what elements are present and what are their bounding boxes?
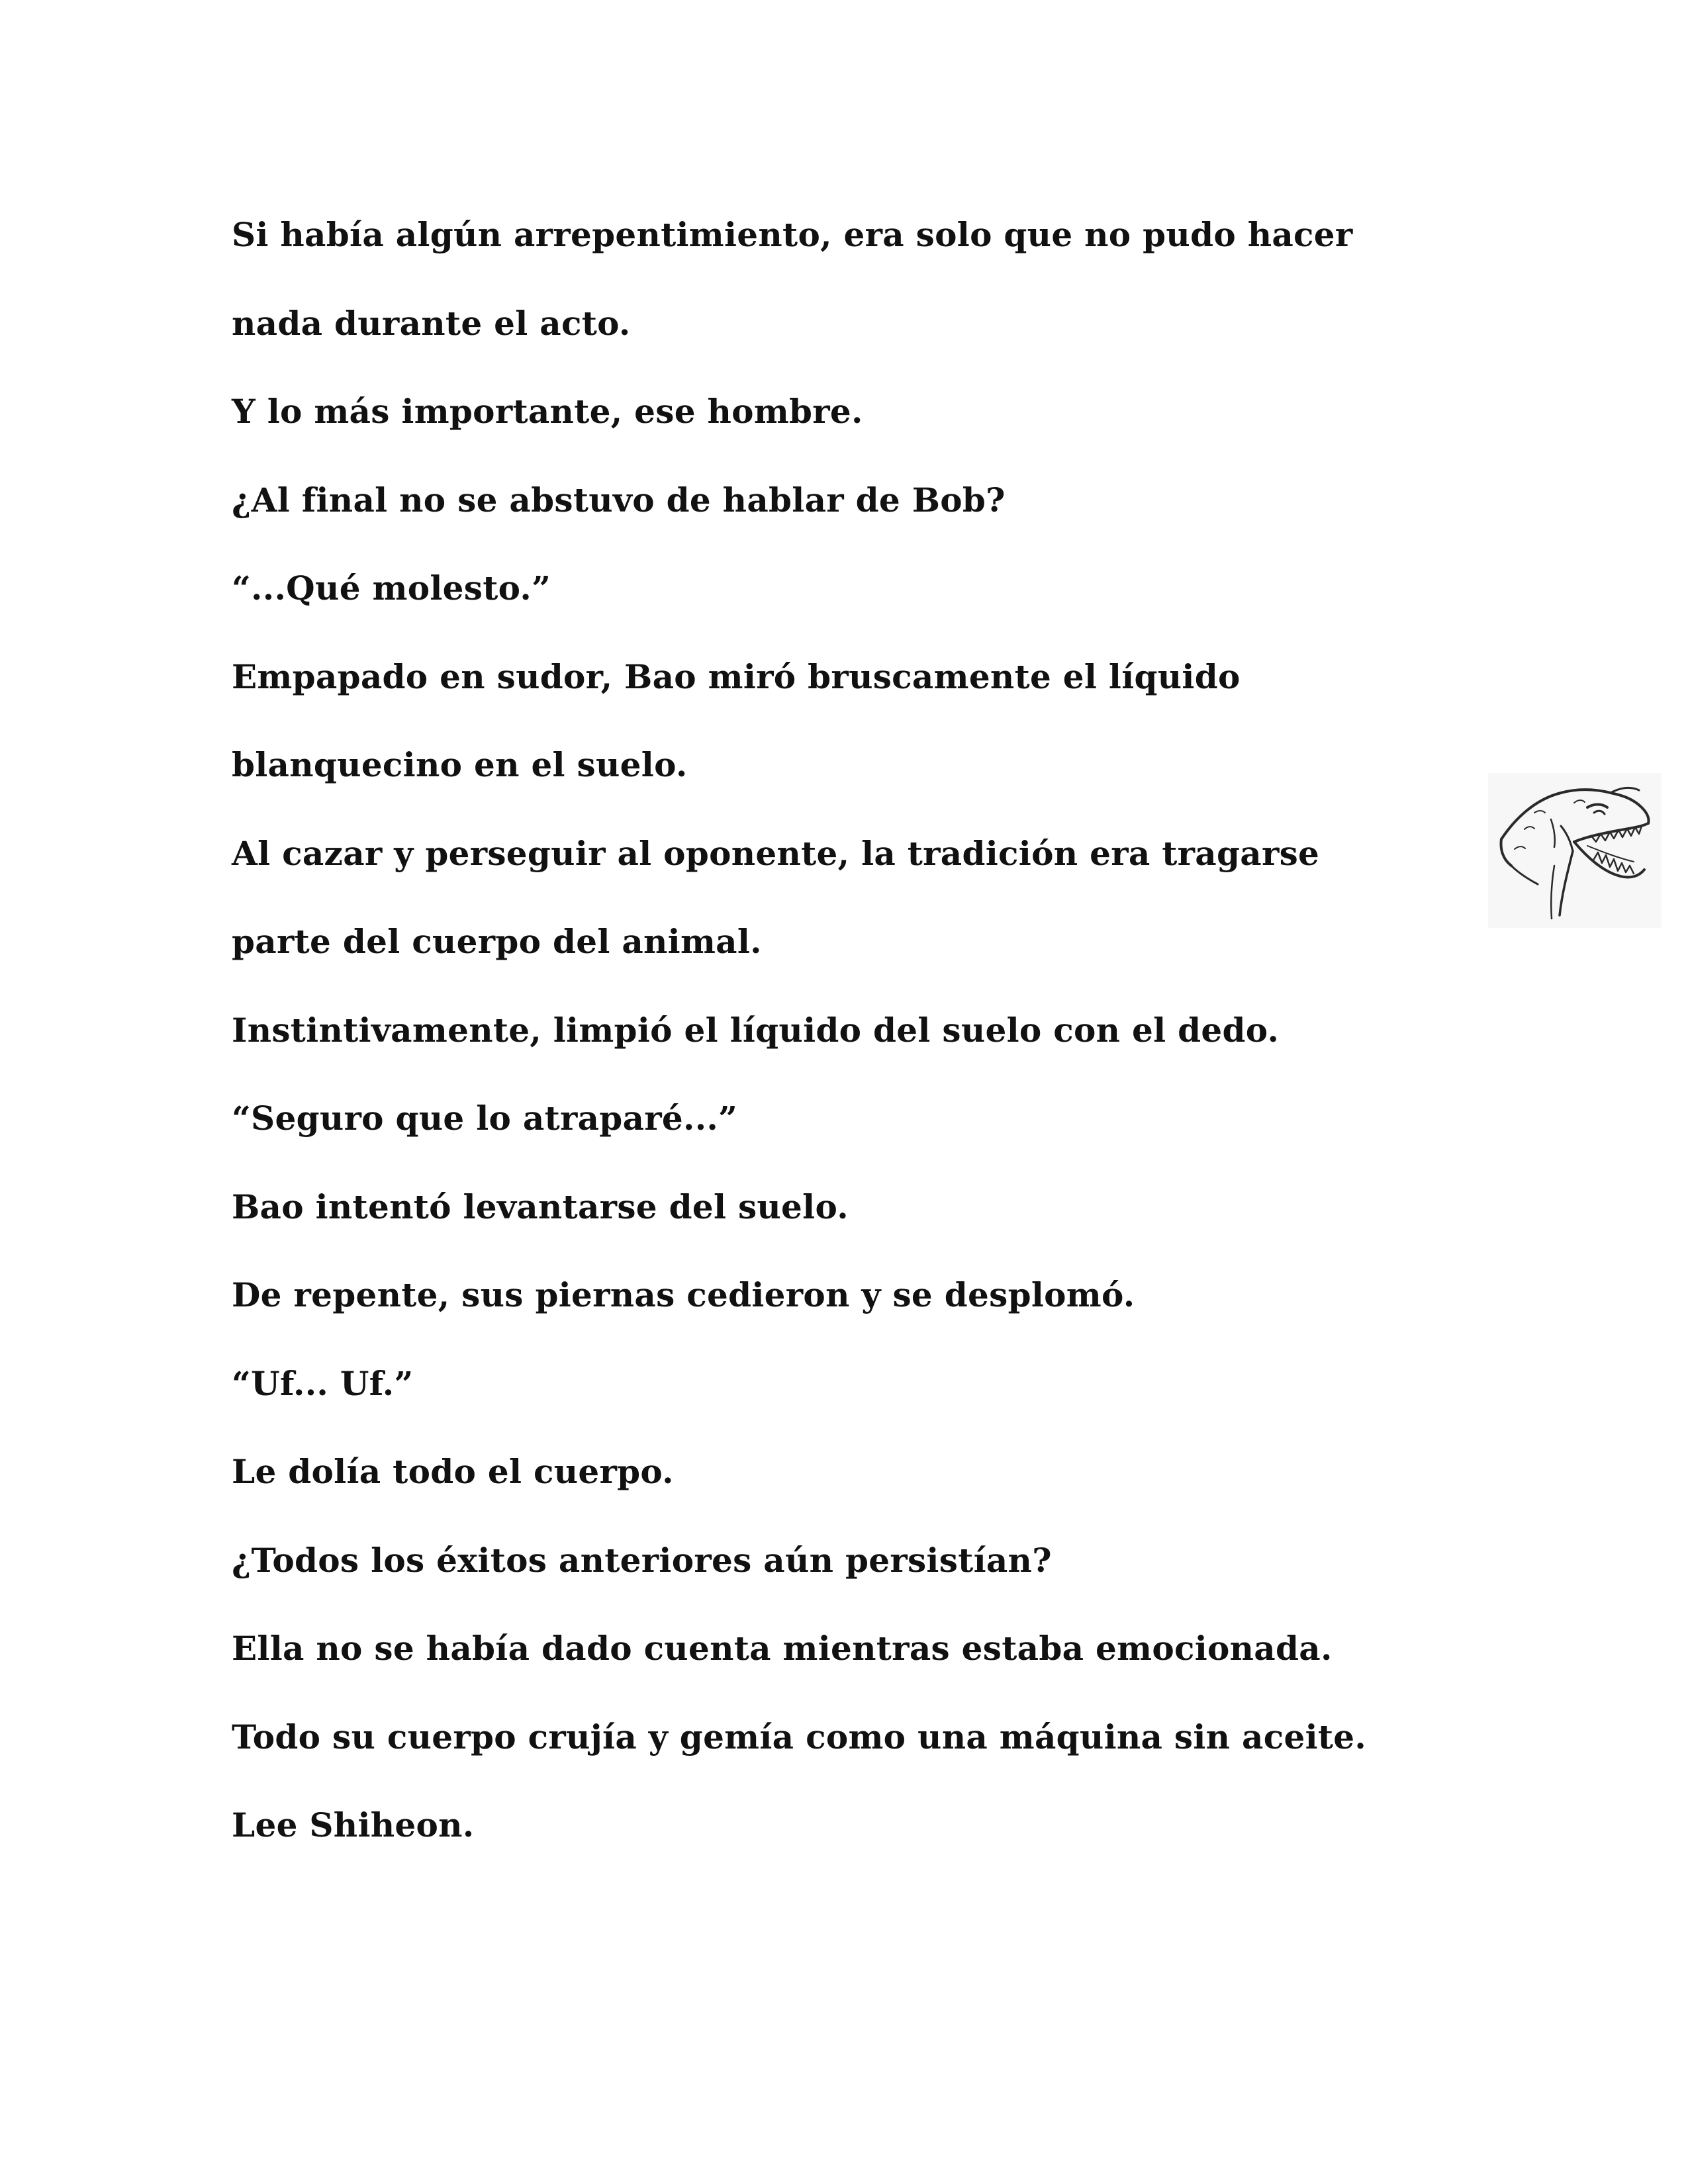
text-line: Al cazar y perseguir al oponente, la tradición era tragarse [232,833,1320,873]
text-line: ¿Todos los éxitos anteriores aún persistían? [232,1540,1052,1580]
text-line: Empapado en sudor, Bao miró bruscamente el líquido [232,657,1241,696]
text-line: “Uf... Uf.” [232,1363,414,1403]
text-line: Bao intentó levantarse del suelo. [232,1187,849,1226]
text-line: Y lo más importante, ese hombre. [232,392,863,431]
text-line: Instintivamente, limpió el líquido del suelo con el dedo. [232,1010,1280,1050]
body-text [232,191,1489,1870]
text-line: Todo su cuerpo crujía y gemía como una máquina sin aceite. [232,1717,1367,1756]
text-line: Si había algún arrepentimiento, era solo que no pudo hacer [232,215,1353,254]
text-line: “Seguro que lo atraparé...” [232,1099,738,1138]
text-line: De repente, sus piernas cedieron y se desplomó. [232,1275,1135,1314]
text-line: nada durante el acto. [232,303,631,343]
text-line: Lee Shiheon. [232,1805,475,1844]
text-line: “...Qué molesto.” [232,569,551,608]
dinosaur-head-icon [1488,773,1662,928]
text-line: parte del cuerpo del animal. [232,922,762,961]
text-line: Ella no se había dado cuenta mientras estaba emocionada. [232,1629,1333,1668]
text-line: Le dolía todo el cuerpo. [232,1452,674,1491]
text-line: ¿Al final no se abstuvo de hablar de Bob? [232,480,1006,520]
text-line: blanquecino en el suelo. [232,745,688,784]
